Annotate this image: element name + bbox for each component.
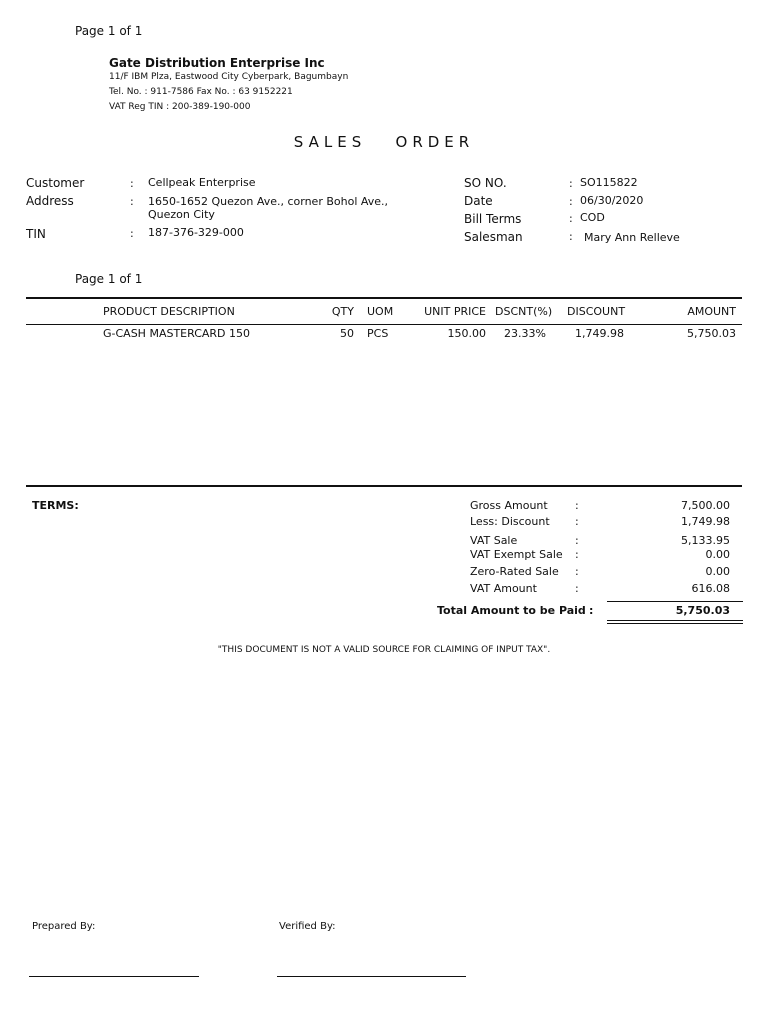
customer-label: Customer <box>26 176 85 190</box>
address-colon: : <box>130 195 134 208</box>
salesman-colon: : <box>569 230 573 243</box>
bill-terms-colon: : <box>569 212 573 225</box>
col-header-dscnt: DSCNT(%) <box>495 305 553 318</box>
row-qty: 50 <box>340 327 354 340</box>
customer-colon: : <box>130 177 134 190</box>
vat-exempt-colon: : <box>575 548 579 561</box>
prepared-by-signature-line <box>29 976 199 977</box>
table-top-rule <box>26 297 742 299</box>
less-discount-value: 1,749.98 <box>681 515 730 528</box>
col-header-amount: AMOUNT <box>687 305 736 318</box>
verified-by-label: Verified By: <box>279 921 336 932</box>
vat-sale-colon: : <box>575 534 579 547</box>
gross-amount-value: 7,500.00 <box>681 499 730 512</box>
zero-rated-value: 0.00 <box>705 565 730 578</box>
company-name: Gate Distribution Enterprise Inc <box>109 56 325 70</box>
col-header-discount: DISCOUNT <box>567 305 626 318</box>
bill-terms-value: COD <box>580 211 605 224</box>
company-vat: VAT Reg TIN : 200-389-190-000 <box>109 102 251 112</box>
page-indicator-mid: Page 1 of 1 <box>75 272 143 286</box>
gross-amount-colon: : <box>575 499 579 512</box>
tin-value: 187-376-329-000 <box>148 226 244 239</box>
date-label: Date <box>464 194 493 208</box>
total-value: 5,750.03 <box>675 604 730 617</box>
row-amount: 5,750.03 <box>687 327 736 340</box>
disclaimer: "THIS DOCUMENT IS NOT A VALID SOURCE FOR CLAIMING OF INPUT TAX". <box>217 645 551 655</box>
company-address: 11/F IBM Plza, Eastwood City Cyberpark, Bagumbayn <box>109 72 349 82</box>
row-discount: 1,749.98 <box>575 327 624 340</box>
terms-label: TERMS: <box>32 499 79 512</box>
tin-label: TIN <box>26 227 46 241</box>
total-double-rule-1 <box>607 620 743 621</box>
total-double-rule-2 <box>607 623 743 624</box>
total-label: Total Amount to be Paid <box>437 604 586 617</box>
document-title: SALES ORDER <box>293 133 475 151</box>
col-header-qty: QTY <box>331 305 354 318</box>
date-colon: : <box>569 195 573 208</box>
row-uom: PCS <box>367 327 389 340</box>
customer-value: Cellpeak Enterprise <box>148 176 256 189</box>
tin-colon: : <box>130 227 134 240</box>
table-header-rule <box>26 324 742 325</box>
total-colon: : <box>589 604 594 617</box>
row-unit-price: 150.00 <box>447 327 486 340</box>
bill-terms-label: Bill Terms <box>464 212 522 226</box>
vat-exempt-value: 0.00 <box>705 548 730 561</box>
verified-by-signature-line <box>277 976 466 977</box>
zero-rated-label: Zero-Rated Sale <box>470 565 559 578</box>
prepared-by-label: Prepared By: <box>32 921 96 932</box>
row-dscnt: 23.33% <box>504 327 546 340</box>
col-header-unit-price: UNIT PRICE <box>424 305 486 318</box>
table-bottom-rule <box>26 485 742 487</box>
gross-amount-label: Gross Amount <box>470 499 548 512</box>
vat-amount-value: 616.08 <box>691 582 730 595</box>
so-label: SO NO. <box>464 176 507 190</box>
salesman-value: Mary Ann Relleve <box>584 231 680 244</box>
salesman-label: Salesman <box>464 230 523 244</box>
col-header-description: PRODUCT DESCRIPTION <box>103 305 235 318</box>
col-header-uom: UOM <box>367 305 394 318</box>
address-label: Address <box>26 194 74 208</box>
address-value: 1650-1652 Quezon Ave., corner Bohol Ave., Quezon City <box>148 195 389 221</box>
row-description: G-CASH MASTERCARD 150 <box>103 327 251 340</box>
vat-sale-label: VAT Sale <box>470 534 518 547</box>
vat-sale-value: 5,133.95 <box>681 534 730 547</box>
zero-rated-colon: : <box>575 565 579 578</box>
vat-exempt-label: VAT Exempt Sale <box>470 548 563 561</box>
company-contact: Tel. No. : 911-7586 Fax No. : 63 9152221 <box>109 87 293 97</box>
less-discount-colon: : <box>575 515 579 528</box>
vat-amount-colon: : <box>575 582 579 595</box>
so-colon: : <box>569 177 573 190</box>
total-top-rule <box>607 601 743 602</box>
less-discount-label: Less: Discount <box>470 515 550 528</box>
page-indicator-top: Page 1 of 1 <box>75 24 143 38</box>
so-value: SO115822 <box>580 176 638 189</box>
date-value: 06/30/2020 <box>580 194 644 207</box>
vat-amount-label: VAT Amount <box>470 582 537 595</box>
